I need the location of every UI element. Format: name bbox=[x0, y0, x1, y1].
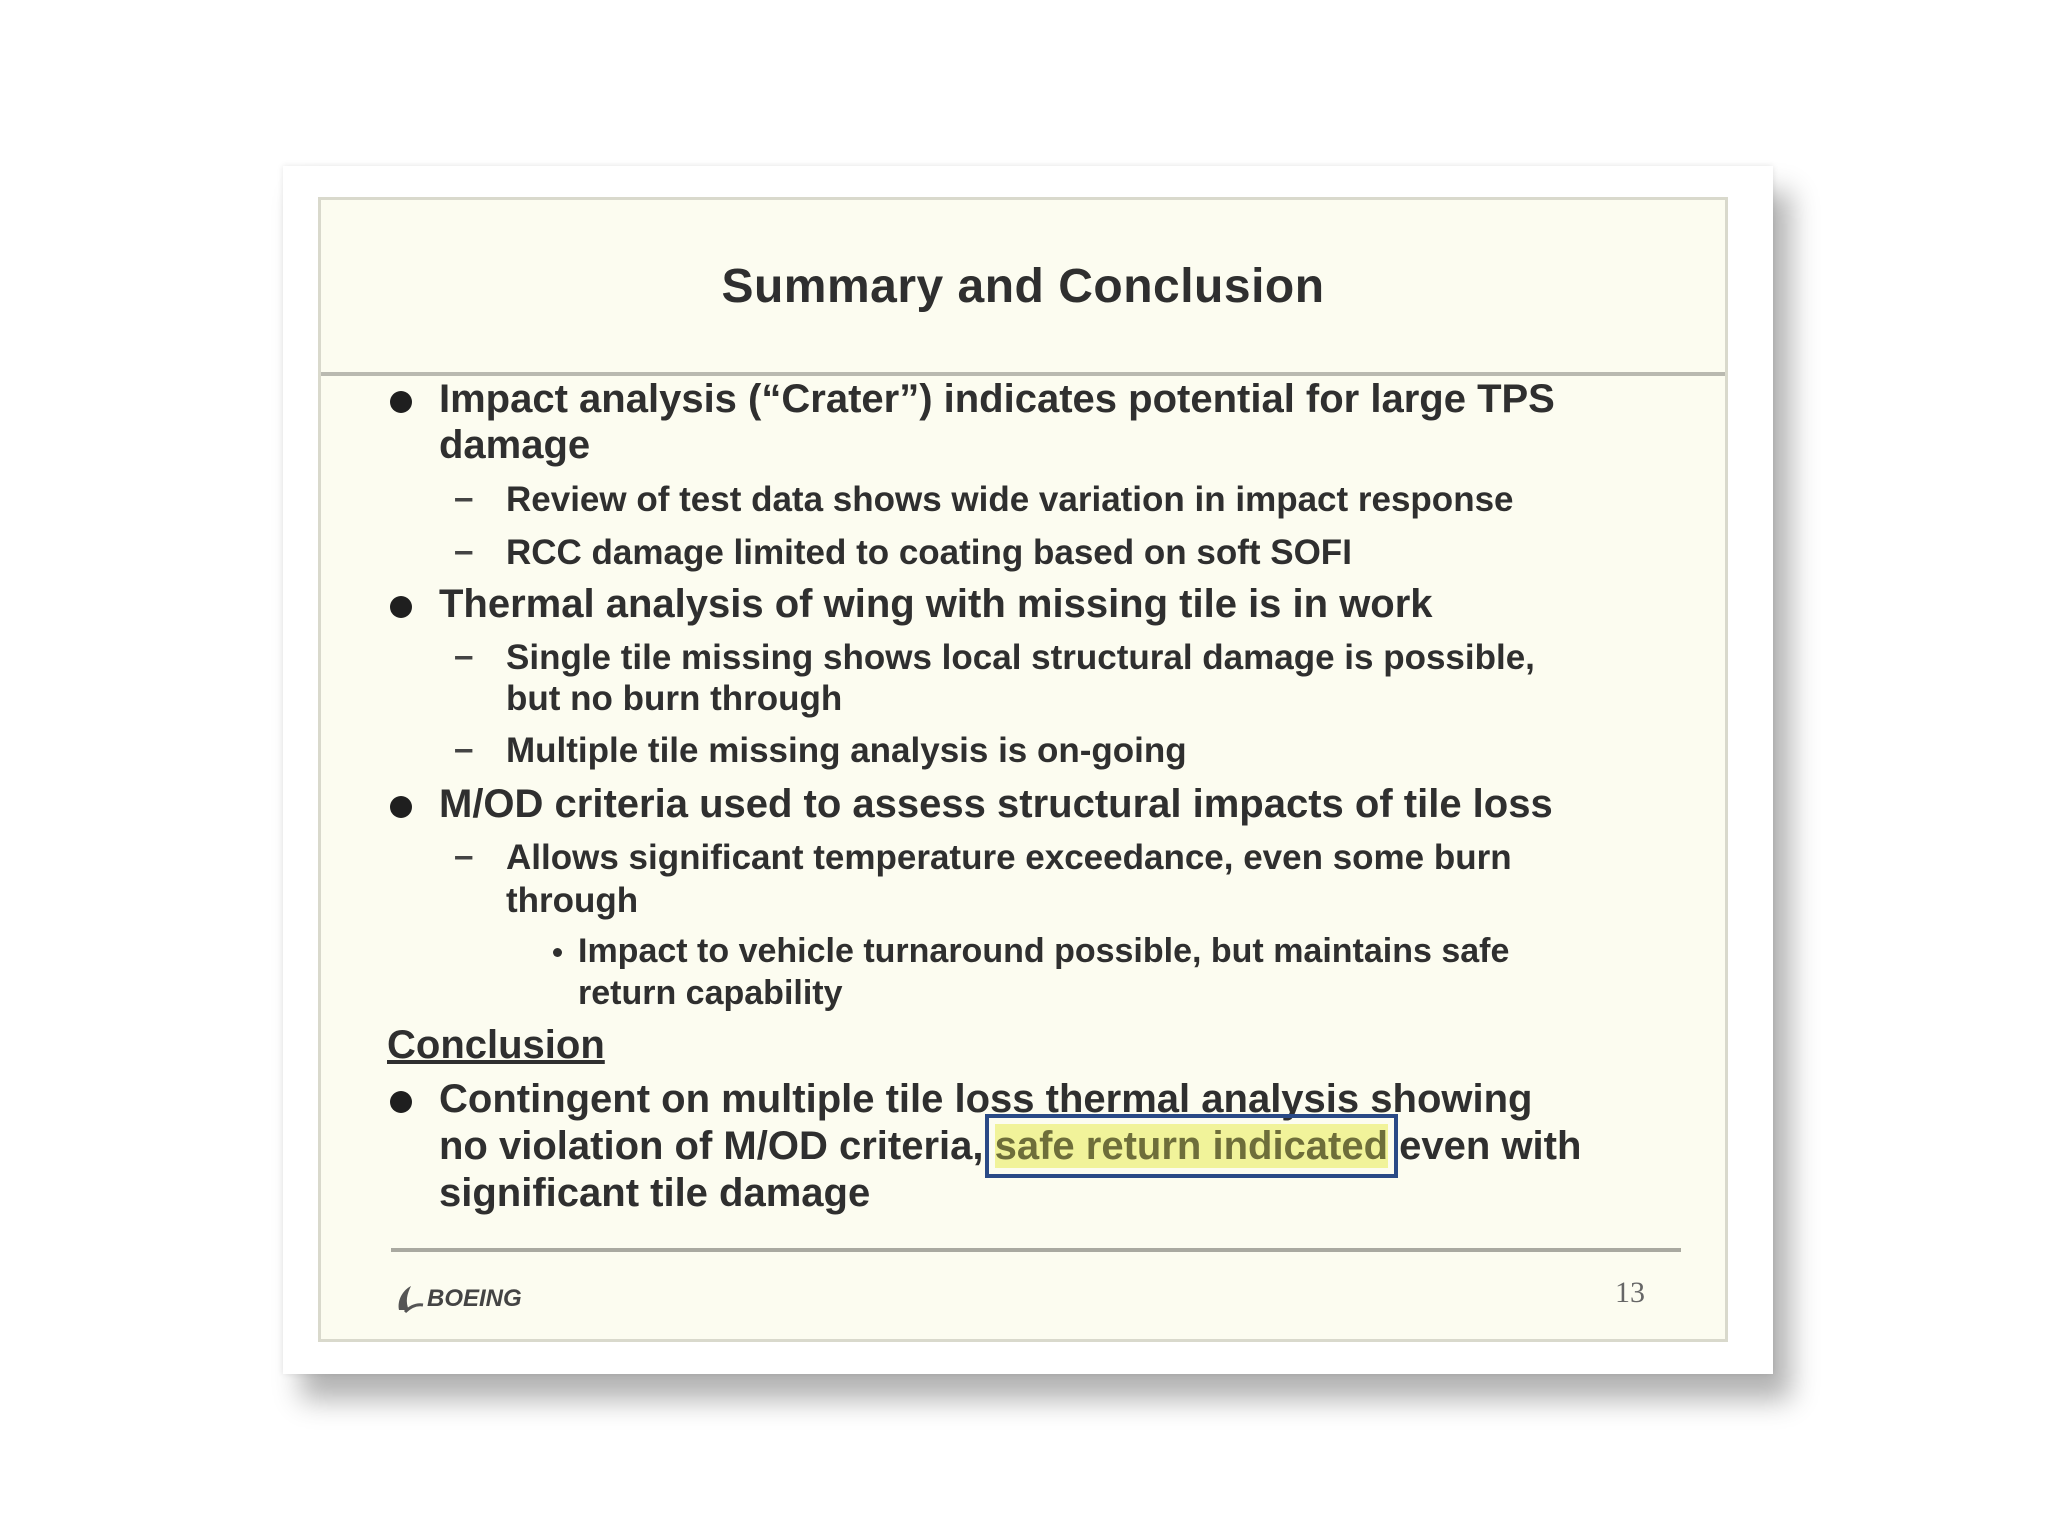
sub-sub-bullet-3-1-line-1: Impact to vehicle turnaround possible, but maintains safe bbox=[578, 932, 1510, 970]
sub-bullet-3-1-line-1: Allows significant temperature exceedance, even some burn bbox=[506, 838, 1512, 877]
sub-bullet-2-1-line-1: Single tile missing shows local structural damage is possible, bbox=[506, 638, 1535, 677]
dash-marker: – bbox=[454, 531, 474, 570]
dash-marker: – bbox=[454, 729, 474, 768]
sub-bullet-1-1: Review of test data shows wide variation in impact response bbox=[506, 480, 1514, 519]
footer-rule bbox=[391, 1248, 1681, 1252]
dash-marker: – bbox=[454, 478, 474, 517]
sub-bullet-3-1-line-2: through bbox=[506, 881, 639, 920]
bullet-dot bbox=[390, 1091, 412, 1113]
boeing-logo bbox=[393, 1272, 573, 1322]
bullet-dot bbox=[390, 596, 412, 618]
conclusion-line-1: Contingent on multiple tile loss thermal analysis showing bbox=[439, 1077, 1533, 1121]
slide bbox=[318, 197, 1728, 1342]
sub-bullet-2-2: Multiple tile missing analysis is on-going bbox=[506, 731, 1187, 770]
conclusion-heading: Conclusion bbox=[387, 1023, 605, 1067]
sub-bullet-1-2: RCC damage limited to coating based on soft SOFI bbox=[506, 533, 1352, 572]
dash-marker: – bbox=[454, 836, 474, 875]
small-bullet-dot bbox=[553, 948, 562, 957]
conclusion-line-3: significant tile damage bbox=[439, 1171, 871, 1215]
sub-bullet-2-1-line-2: but no burn through bbox=[506, 679, 843, 718]
bullet-1-line-1: Impact analysis (“Crater”) indicates potential for large TPS bbox=[439, 377, 1555, 421]
bullet-2-line-1: Thermal analysis of wing with missing tile is in work bbox=[439, 582, 1433, 626]
sub-sub-bullet-3-1-line-2: return capability bbox=[578, 974, 843, 1012]
bullet-dot bbox=[390, 391, 412, 413]
conclusion-line-2-after: even with bbox=[1388, 1124, 1582, 1168]
slide-content bbox=[321, 200, 1725, 1339]
slide-title: Summary and Conclusion bbox=[721, 259, 1325, 313]
svg-text:BOEING: BOEING bbox=[427, 1285, 522, 1312]
conclusion-line-2-before: no violation of M/OD criteria, bbox=[439, 1124, 995, 1168]
highlighted-phrase: safe return indicated bbox=[994, 1124, 1389, 1168]
dash-marker: – bbox=[454, 636, 474, 675]
bullet-1-line-2: damage bbox=[439, 423, 591, 467]
bullet-3-line-1: M/OD criteria used to assess structural impacts of tile loss bbox=[439, 782, 1553, 826]
bullet-dot bbox=[390, 796, 412, 818]
page-number: 13 bbox=[1615, 1276, 1645, 1309]
conclusion-line-2 bbox=[439, 1123, 1581, 1169]
